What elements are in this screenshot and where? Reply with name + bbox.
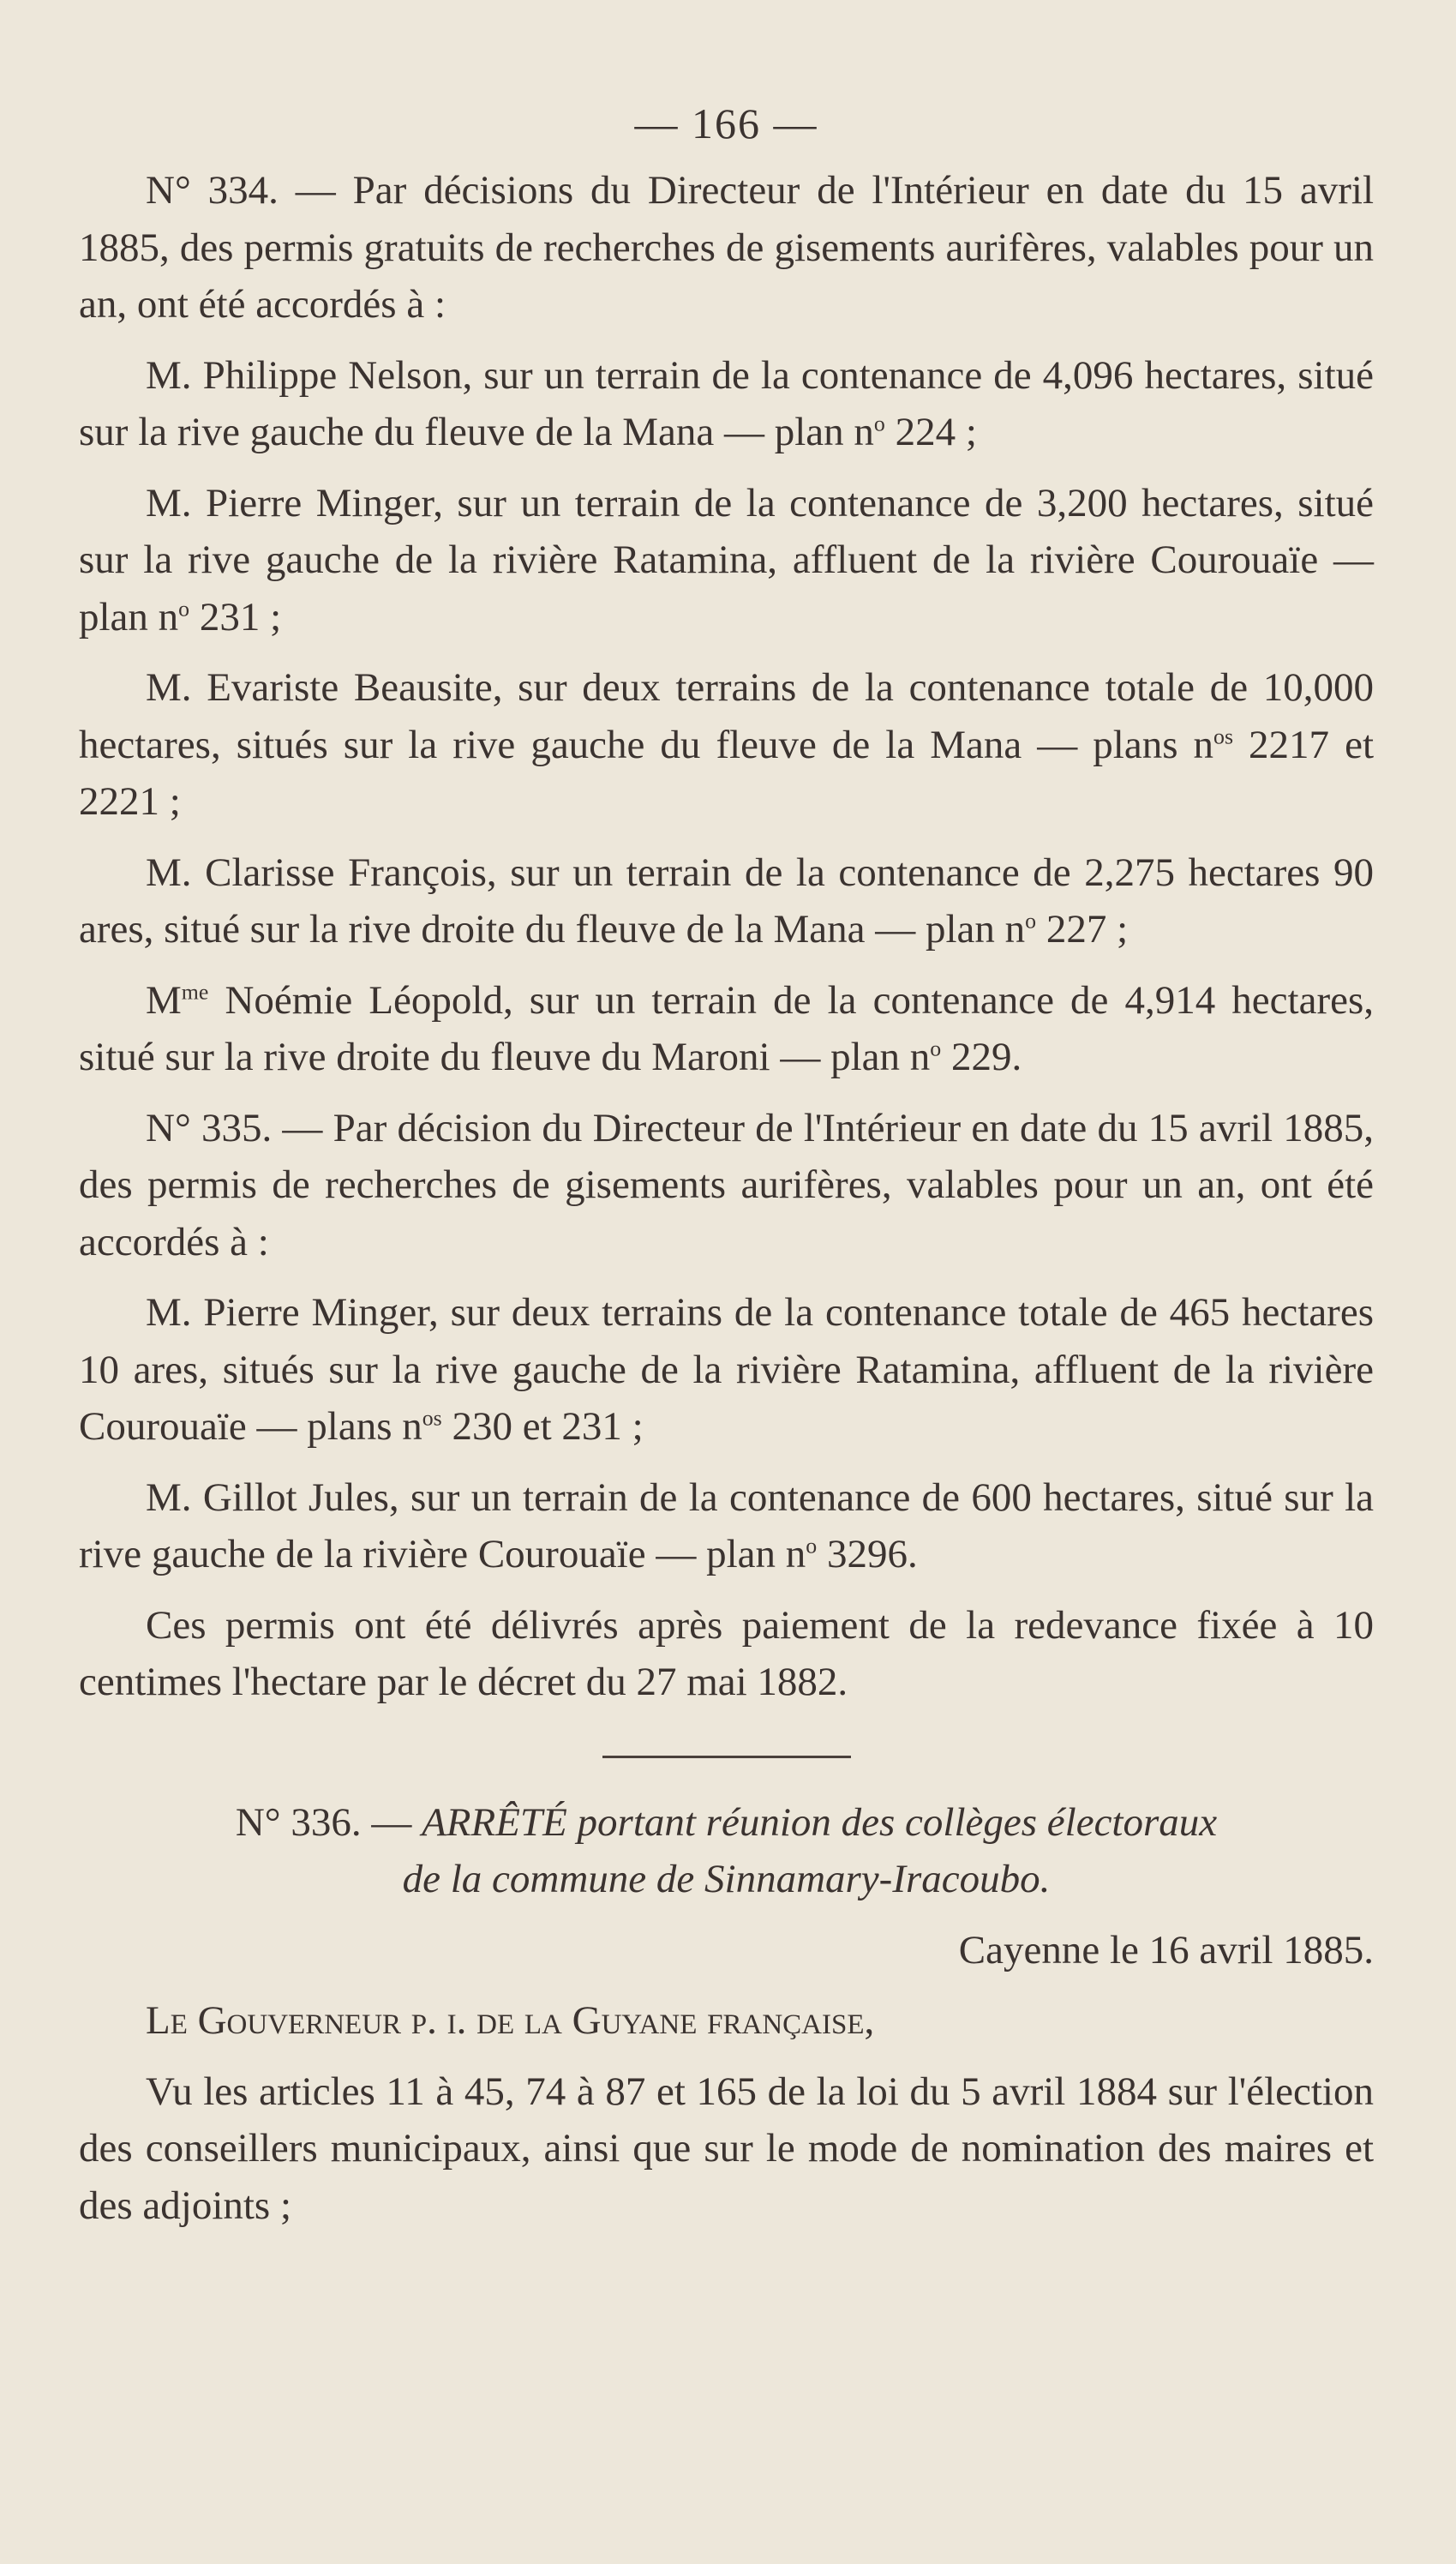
permit-item: M. Pierre Minger, sur un terrain de la contenance de 3,200 hectares, situé sur la rive gauche de la rivière Ratamina, affluent de la rivière Courouaïe — plan $n^o$ 231 ; [79, 480, 1374, 639]
article-336-title: N° 336. — ARRÊTÉ portant réunion des collèges électoraux [235, 1799, 1218, 1845]
authority-line: Le Gouverneur p. i. de la Guyane française, [146, 1998, 875, 2043]
permit-item: M. Philippe Nelson, sur un terrain de la contenance de 4,096 hectares, situé sur la rive gauche du fleuve de la Mana — plan $n^o$ 224 ; [79, 352, 1374, 454]
dateline: Cayenne le 16 avril 1885. [958, 1927, 1374, 1973]
page-number: — 166 — [634, 99, 818, 147]
permit-item: M. Gillot Jules, sur un terrain de la contenance de 600 hectares, situé sur la rive gauche de la rivière Courouaïe — plan $n^o$ 3296. [79, 1474, 1374, 1576]
article-334-intro: N° 334. — Par décisions du Directeur de l'Intérieur en date du 15 avril 1885, des permis gratuits de recherches de gisements aurifères, valables pour un an, ont été accordés à : [79, 168, 1374, 327]
article-336-subtitle: de la commune de Sinnamary-Iracoubo. [402, 1857, 1051, 1901]
permit-item: M. Clarisse François, sur un terrain de la contenance de 2,275 hectares 90 ares, situé sur la rive droite du fleuve de la Mana — plan $n^o$ 227 ; [79, 850, 1374, 952]
considerant-paragraph: Vu les articles 11 à 45, 74 à 87 et 165 de la loi du 5 avril 1884 sur l'élection des conseillers municipaux, ainsi que sur le mode de nomination des maires et des adjoints ; [79, 2069, 1374, 2228]
closing-paragraph: Ces permis ont été délivrés après paiement de la redevance fixée à 10 centimes l'hectare par le décret du 27 mai 1882. [79, 1602, 1374, 1704]
permit-item: M. Evariste Beausite, sur deux terrains de la contenance totale de 10,000 hectares, situés sur la rive gauche du fleuve de la Mana — plans $n^{os}$ 2217 et 2221 ; [79, 665, 1375, 824]
permit-item: $M^{me}$ Noémie Léopold, sur un terrain de la contenance de 4,914 hectares, situé sur la rive droite du fleuve du Maroni — plan $n^o$ 229. [79, 977, 1374, 1079]
permit-item: M. Pierre Minger, sur deux terrains de la contenance totale de 465 hectares 10 ares, situés sur la rive gauche de la rivière Ratamina, affluent de la rivière Courouaïe — plans $n^{os}$ 230 et 231 ; [79, 1290, 1374, 1449]
section-divider [602, 1756, 851, 1758]
article-335-intro: N° 335. — Par décision du Directeur de l'Intérieur en date du 15 avril 1885, des permis de recherches de gisements aurifères, valables pour un an, ont été accordés à : [79, 1105, 1374, 1264]
